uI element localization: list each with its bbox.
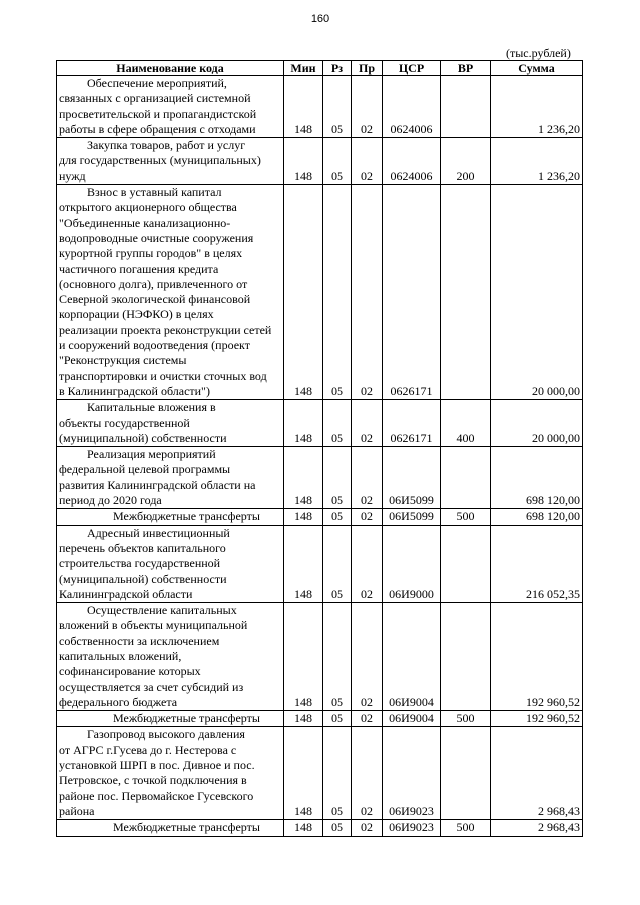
table-row <box>57 400 583 447</box>
header-rz: Рз <box>323 61 352 76</box>
cell-min: 148 <box>284 603 323 711</box>
name-line: Взнос в уставный капитал <box>87 185 222 200</box>
name-line: Межбюджетные трансферты <box>113 820 260 835</box>
cell-vr: 500 <box>441 711 491 727</box>
name-line: Газопровод высокого давления <box>87 727 245 742</box>
name-line: федеральной целевой программы <box>59 462 231 477</box>
cell-csr: 06И9004 <box>383 603 441 711</box>
table-row <box>57 185 583 400</box>
table-body <box>57 76 583 837</box>
name-line: Капитальные вложения в <box>87 400 216 415</box>
page-number: 160 <box>310 13 330 25</box>
cell-csr: 0626171 <box>383 185 441 400</box>
cell-min: 148 <box>284 76 323 138</box>
table-row <box>57 727 583 820</box>
header-csr: ЦСР <box>383 61 441 76</box>
name-line: Межбюджетные трансферты <box>113 711 260 726</box>
cell-name <box>57 727 284 820</box>
table-row <box>57 820 583 836</box>
cell-pr: 02 <box>352 820 383 836</box>
name-line: района <box>59 803 95 818</box>
name-line: (основного долга), привлеченного от <box>59 276 248 291</box>
cell-csr: 06И9004 <box>383 711 441 727</box>
name-line: Адресный инвестиционный <box>87 525 230 540</box>
cell-rz: 05 <box>323 603 352 711</box>
name-line: объекты государственной <box>59 415 190 430</box>
cell-csr: 0624006 <box>383 76 441 138</box>
name-line: Осуществление капитальных <box>87 603 237 618</box>
name-line: "Реконструкция системы <box>59 353 187 368</box>
header-sum: Сумма <box>491 61 583 76</box>
cell-sum: 698 120,00 <box>491 447 583 509</box>
name-line: корпорации (НЭФКО) в целях <box>59 307 214 322</box>
name-line: частичного погашения кредита <box>59 261 219 276</box>
cell-min: 148 <box>284 138 323 185</box>
cell-pr: 02 <box>352 76 383 138</box>
cell-name <box>57 525 284 602</box>
name-line: работы в сфере обращения с отходами <box>59 121 256 136</box>
cell-name <box>57 185 284 400</box>
cell-pr: 02 <box>352 525 383 602</box>
name-line: для государственных (муниципальных) <box>59 153 261 168</box>
cell-sum: 192 960,52 <box>491 711 583 727</box>
cell-name <box>57 509 284 525</box>
cell-vr <box>441 185 491 400</box>
cell-sum: 698 120,00 <box>491 509 583 525</box>
table-row <box>57 138 583 185</box>
cell-sum: 20 000,00 <box>491 400 583 447</box>
header-vr: ВР <box>441 61 491 76</box>
cell-csr: 06И9000 <box>383 525 441 602</box>
table-row <box>57 76 583 138</box>
cell-min: 148 <box>284 185 323 400</box>
cell-pr: 02 <box>352 603 383 711</box>
cell-min: 148 <box>284 820 323 836</box>
header-pr: Пр <box>352 61 383 76</box>
name-line: Северной экологической финансовой <box>59 292 251 307</box>
cell-vr <box>441 76 491 138</box>
cell-name <box>57 138 284 185</box>
cell-sum: 192 960,52 <box>491 603 583 711</box>
name-line: вложений в объекты муниципальной <box>59 618 248 633</box>
table-row <box>57 525 583 602</box>
units-label: (тыс.рублей) <box>506 46 571 60</box>
cell-pr: 02 <box>352 711 383 727</box>
name-line: Реализация мероприятий <box>87 447 216 462</box>
cell-name <box>57 711 284 727</box>
cell-rz: 05 <box>323 525 352 602</box>
name-line: капитальных вложений, <box>59 648 182 663</box>
cell-min: 148 <box>284 400 323 447</box>
cell-sum: 1 236,20 <box>491 76 583 138</box>
name-line: Межбюджетные трансферты <box>113 509 260 524</box>
cell-pr: 02 <box>352 509 383 525</box>
name-line: открытого акционерного общества <box>59 200 237 215</box>
name-line: Обеспечение мероприятий, <box>87 76 227 90</box>
cell-name <box>57 447 284 509</box>
cell-name <box>57 820 284 836</box>
cell-csr: 06И9023 <box>383 820 441 836</box>
cell-vr: 400 <box>441 400 491 447</box>
cell-csr: 06И5099 <box>383 447 441 509</box>
cell-min: 148 <box>284 447 323 509</box>
cell-csr: 0624006 <box>383 138 441 185</box>
name-line: курортной группы городов" в целях <box>59 246 243 261</box>
cell-csr: 06И9023 <box>383 727 441 820</box>
cell-name <box>57 400 284 447</box>
cell-pr: 02 <box>352 138 383 185</box>
cell-sum: 2 968,43 <box>491 727 583 820</box>
name-line: федерального бюджета <box>59 694 178 709</box>
name-line: водопроводные очистные сооружения <box>59 230 254 245</box>
name-line: период до 2020 года <box>59 493 162 508</box>
cell-rz: 05 <box>323 76 352 138</box>
cell-pr: 02 <box>352 185 383 400</box>
name-line: собственности за исключением <box>59 633 220 648</box>
name-line: реализации проекта реконструкции сетей <box>59 322 272 337</box>
name-line: связанных с организацией системной <box>59 91 251 106</box>
name-line: строительства государственной <box>59 556 221 571</box>
budget-table <box>56 60 583 837</box>
name-line: Закупка товаров, работ и услуг <box>87 138 246 153</box>
cell-rz: 05 <box>323 185 352 400</box>
table-row <box>57 711 583 727</box>
cell-rz: 05 <box>323 509 352 525</box>
table-row <box>57 447 583 509</box>
cell-vr <box>441 447 491 509</box>
cell-vr: 200 <box>441 138 491 185</box>
cell-pr: 02 <box>352 447 383 509</box>
cell-rz: 05 <box>323 711 352 727</box>
name-line: "Объединенные канализационно- <box>59 215 231 230</box>
name-line: от АГРС г.Гусева до г. Нестерова с <box>59 742 237 757</box>
name-line: развития Калининградской области на <box>59 477 256 492</box>
cell-rz: 05 <box>323 138 352 185</box>
name-line: Петровское, с точкой подключения в <box>59 773 247 788</box>
cell-min: 148 <box>284 509 323 525</box>
cell-pr: 02 <box>352 400 383 447</box>
cell-vr <box>441 727 491 820</box>
cell-rz: 05 <box>323 400 352 447</box>
name-line: перечень объектов капитального <box>59 540 226 555</box>
name-line: софинансирование которых <box>59 664 201 679</box>
cell-vr <box>441 603 491 711</box>
table-row <box>57 509 583 525</box>
cell-sum: 1 236,20 <box>491 138 583 185</box>
name-line: нужд <box>59 168 86 183</box>
cell-rz: 05 <box>323 727 352 820</box>
cell-vr: 500 <box>441 509 491 525</box>
cell-csr: 06И5099 <box>383 509 441 525</box>
cell-csr: 0626171 <box>383 400 441 447</box>
name-line: просветительской и пропагандистской <box>59 106 257 121</box>
cell-min: 148 <box>284 727 323 820</box>
name-line: осуществляется за счет субсидий из <box>59 679 244 694</box>
name-line: (муниципальной) собственности <box>59 430 227 445</box>
cell-sum: 20 000,00 <box>491 185 583 400</box>
name-line: районе пос. Первомайское Гусевского <box>59 788 254 803</box>
cell-vr: 500 <box>441 820 491 836</box>
name-line: Калининградской области <box>59 586 193 601</box>
cell-pr: 02 <box>352 727 383 820</box>
cell-min: 148 <box>284 711 323 727</box>
cell-name <box>57 76 284 138</box>
name-line: (муниципальной) собственности <box>59 571 227 586</box>
name-line: в Калининградской области") <box>59 383 210 398</box>
cell-vr <box>441 525 491 602</box>
name-line: транспортировки и очистки сточных вод <box>59 368 267 383</box>
cell-rz: 05 <box>323 447 352 509</box>
header-min: Мин <box>284 61 323 76</box>
table-header-row <box>57 61 583 76</box>
cell-sum: 216 052,35 <box>491 525 583 602</box>
cell-min: 148 <box>284 525 323 602</box>
table-row <box>57 603 583 711</box>
cell-name <box>57 603 284 711</box>
name-line: установкой ШРП в пос. Дивное и пос. <box>59 758 255 773</box>
cell-rz: 05 <box>323 820 352 836</box>
cell-sum: 2 968,43 <box>491 820 583 836</box>
header-name: Наименование кода <box>57 61 284 76</box>
name-line: и сооружений водоотведения (проект <box>59 338 250 353</box>
